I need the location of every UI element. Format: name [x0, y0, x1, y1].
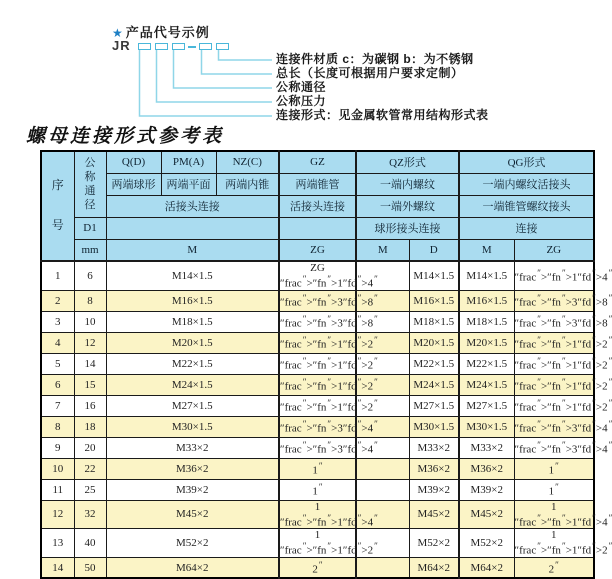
label-nominal-diameter: 公称通径: [276, 80, 327, 94]
code-box-4: [199, 43, 212, 50]
cell-qg-zg: 2″: [514, 557, 594, 578]
cell-qg-m: M24×1.5: [459, 374, 514, 395]
cell-seq: 2: [41, 290, 74, 311]
cell-m-thread: M64×2: [106, 557, 279, 578]
cell-qz-m: [356, 458, 409, 479]
code-dash: [188, 46, 196, 48]
cell-qg-m: M30×1.5: [459, 416, 514, 437]
cell-gz: 2″: [279, 557, 356, 578]
cell-qz-d: M36×2: [409, 458, 459, 479]
cell-gz: ″frac″>″fn″>1″fd″ ″: [279, 332, 356, 353]
cell-qg-zg: ″frac″>″fn″>1″fd″>2: [514, 353, 594, 374]
cell-gz: ″frac″>″fn″>3″fd″ ″: [279, 437, 356, 458]
cell-qg-m: M16×1.5: [459, 290, 514, 311]
table-row: [41, 332, 594, 353]
table-row: [41, 311, 594, 332]
cell-m-thread: M24×1.5: [106, 374, 279, 395]
cell-dn-mm: 22: [74, 458, 106, 479]
cell-qg-m: M20×1.5: [459, 332, 514, 353]
cell-m-thread: M27×1.5: [106, 395, 279, 416]
cell-seq: 3: [41, 311, 74, 332]
header-left-connection: 活接头连接: [106, 195, 279, 217]
star-icon: ★: [112, 26, 124, 40]
cell-qg-zg: 1 ″frac″>″fn″>1″fd″>2: [514, 529, 608, 557]
cell-seq: 8: [41, 416, 74, 437]
cell-m-thread: M30×1.5: [106, 416, 279, 437]
cell-m-thread: M20×1.5: [106, 332, 279, 353]
header-col-qz: QZ形式: [356, 151, 459, 173]
cell-m-thread: M22×1.5: [106, 353, 279, 374]
cell-dn-mm: 8: [74, 290, 106, 311]
cell-gz: 1 ″frac″>″fn″>1″fd″ ″: [280, 500, 378, 529]
table-row: [41, 374, 594, 395]
cell-qg-zg: ″frac″>″fn″>1″fd″>2: [514, 332, 594, 353]
cell-m-thread: M16×1.5: [106, 290, 279, 311]
table-row: [41, 557, 594, 578]
header-col-q: Q(D): [106, 151, 161, 173]
header-d1: D1: [74, 217, 106, 239]
header-zg: ZG: [279, 239, 356, 261]
cell-qg-zg: ″frac″>″fn″>1″fd″>2: [514, 395, 594, 416]
table-row: [41, 500, 594, 529]
label-connection-form: 连接形式：见金属软管常用结构形式表: [276, 108, 489, 122]
header-pm-desc: 两端平面: [161, 173, 216, 195]
cell-qz-m: [356, 479, 409, 500]
header-qz-desc1: 一端内螺纹: [356, 173, 459, 195]
table-row: [41, 416, 594, 437]
cell-qg-m: M33×2: [459, 437, 514, 458]
cell-dn-mm: 50: [74, 557, 106, 578]
code-prefix: JR: [112, 37, 131, 53]
header-qg-connection: 连接: [459, 217, 594, 239]
cell-qg-zg: ″frac″>″fn″>3″fd″>8: [514, 311, 594, 332]
cell-gz: ″frac″>″fn″>3″fd″ ″: [279, 416, 356, 437]
cell-gz: ″frac″>″fn″>3″fd″ ″: [279, 311, 356, 332]
header-qg-zg: ZG: [514, 239, 594, 261]
cell-gz: 1 ″frac″>″fn″>1″fd″ ″: [280, 529, 378, 557]
cell-qg-m: M64×2: [459, 557, 514, 578]
table-title: 螺母连接形式参考表: [26, 126, 225, 147]
cell-qz-m: [356, 557, 409, 578]
cell-gz: ″frac″>″fn″>1″fd″ ″: [279, 353, 356, 374]
cell-qz-d: M27×1.5: [409, 395, 459, 416]
header-gz-connection: 活接头连接: [279, 195, 356, 217]
table-row: [41, 261, 594, 290]
cell-dn-mm: 10: [74, 311, 106, 332]
table-row: [41, 479, 594, 500]
cell-seq: 13: [41, 529, 74, 558]
cell-qz-d: M18×1.5: [409, 311, 459, 332]
cell-qg-m: M14×1.5: [459, 261, 514, 290]
header-qg-desc2: 一端锥管螺纹接头: [459, 195, 594, 217]
cell-qz-d: M39×2: [409, 479, 459, 500]
cell-seq: 9: [41, 437, 74, 458]
cell-qg-zg: 1″: [514, 479, 594, 500]
code-box-5: [216, 43, 229, 50]
cell-qg-m: M36×2: [459, 458, 514, 479]
cell-gz: ZG ″frac″>″fn″>1″fd″ ″: [280, 262, 378, 290]
cell-qg-zg: ″frac″>″fn″>1″fd″>2: [514, 374, 594, 395]
header-qz-m: M: [356, 239, 409, 261]
cell-m-thread: M45×2: [106, 500, 279, 529]
cell-gz: ″frac″>″fn″>1″fd″ ″: [279, 395, 356, 416]
nut-connection-table: [40, 150, 608, 579]
cell-dn-mm: 32: [74, 500, 106, 529]
table-body: [41, 261, 608, 578]
cell-dn-mm: 20: [74, 437, 106, 458]
header-nz-desc: 两端内锥: [216, 173, 279, 195]
cell-gz: 1″: [279, 458, 356, 479]
header-col-qg: QG形式: [459, 151, 594, 173]
cell-seq: 1: [41, 261, 74, 290]
cell-m-thread: M18×1.5: [106, 311, 279, 332]
cell-seq: 10: [41, 458, 74, 479]
code-box-1: [138, 43, 151, 50]
header-col-gz: GZ: [279, 151, 356, 173]
cell-seq: 5: [41, 353, 74, 374]
table-row: [41, 529, 594, 558]
header-seq: 序号: [41, 151, 74, 261]
code-box-3: [172, 43, 185, 50]
header-nominal-diameter: 公称通径: [74, 151, 106, 217]
cell-qg-m: M39×2: [459, 479, 514, 500]
cell-qz-d: M64×2: [409, 557, 459, 578]
cell-gz: 1″: [279, 479, 356, 500]
cell-qg-zg: ″frac″>″fn″>3″fd″>4: [514, 416, 594, 437]
cell-m-thread: M33×2: [106, 437, 279, 458]
cell-dn-mm: 18: [74, 416, 106, 437]
cell-seq: 11: [41, 479, 74, 500]
product-code-row: [112, 37, 231, 53]
cell-qz-d: M16×1.5: [409, 290, 459, 311]
header-col-nz: NZ(C): [216, 151, 279, 173]
cell-dn-mm: 16: [74, 395, 106, 416]
cell-m-thread: M36×2: [106, 458, 279, 479]
cell-qg-m: M52×2: [459, 529, 514, 558]
cell-qz-d: M33×2: [409, 437, 459, 458]
code-box-2: [155, 43, 168, 50]
cell-m-thread: M52×2: [106, 529, 279, 558]
label-material: 连接件材质 c：为碳钢 b：为不锈钢: [276, 52, 474, 66]
table-row: [41, 458, 594, 479]
cell-qg-m: M45×2: [459, 500, 514, 529]
cell-qg-zg: 1 ″frac″>″fn″>1″fd″>4: [514, 500, 608, 529]
header-col-pm: PM(A): [161, 151, 216, 173]
cell-dn-mm: 40: [74, 529, 106, 558]
cell-dn-mm: 15: [74, 374, 106, 395]
label-total-length: 总长（长度可根据用户要求定制）: [276, 66, 464, 80]
cell-dn-mm: 14: [74, 353, 106, 374]
cell-dn-mm: 12: [74, 332, 106, 353]
cell-qg-m: M18×1.5: [459, 311, 514, 332]
cell-dn-mm: 6: [74, 261, 106, 290]
diagram-title-text: 产品代号示例: [125, 25, 210, 40]
header-qz-desc2: 一端外螺纹: [356, 195, 459, 217]
cell-dn-mm: 25: [74, 479, 106, 500]
table-header: [41, 151, 594, 261]
cell-qg-zg: ″frac″>″fn″>1″fd″>4: [514, 261, 594, 290]
cell-qg-zg: 1″: [514, 458, 594, 479]
header-mm: mm: [74, 239, 106, 261]
cell-seq: 12: [41, 500, 74, 529]
cell-seq: 6: [41, 374, 74, 395]
header-qg-desc1: 一端内螺纹活接头: [459, 173, 594, 195]
header-qz-d: D: [409, 239, 459, 261]
cell-seq: 4: [41, 332, 74, 353]
cell-qz-d: M20×1.5: [409, 332, 459, 353]
cell-qg-m: M27×1.5: [459, 395, 514, 416]
header-q-desc: 两端球形: [106, 173, 161, 195]
cell-m-thread: M39×2: [106, 479, 279, 500]
header-m: M: [106, 239, 279, 261]
header-gz-desc: 两端锥管: [279, 173, 356, 195]
cell-qz-d: M24×1.5: [409, 374, 459, 395]
header-empty-left: [106, 217, 279, 239]
cell-qz-d: M45×2: [409, 500, 459, 529]
cell-qz-d: M52×2: [409, 529, 459, 558]
cell-m-thread: M14×1.5: [106, 261, 279, 290]
header-empty-gz: [279, 217, 356, 239]
cell-qz-d: M14×1.5: [409, 261, 459, 290]
cell-seq: 7: [41, 395, 74, 416]
label-nominal-pressure: 公称压力: [276, 94, 327, 108]
cell-qg-zg: ″frac″>″fn″>3″fd″>4: [514, 437, 594, 458]
table-row: [41, 290, 594, 311]
table-row: [41, 353, 594, 374]
cell-seq: 14: [41, 557, 74, 578]
table-row: [41, 395, 594, 416]
cell-qg-m: M22×1.5: [459, 353, 514, 374]
cell-qg-zg: ″frac″>″fn″>3″fd″>8: [514, 290, 594, 311]
header-qz-connection: 球形接头连接: [356, 217, 459, 239]
table-row: [41, 437, 594, 458]
cell-qz-d: M22×1.5: [409, 353, 459, 374]
header-qg-m: M: [459, 239, 514, 261]
cell-gz: ″frac″>″fn″>1″fd″ ″: [279, 374, 356, 395]
cell-gz: ″frac″>″fn″>3″fd″ ″: [279, 290, 356, 311]
cell-qz-d: M30×1.5: [409, 416, 459, 437]
